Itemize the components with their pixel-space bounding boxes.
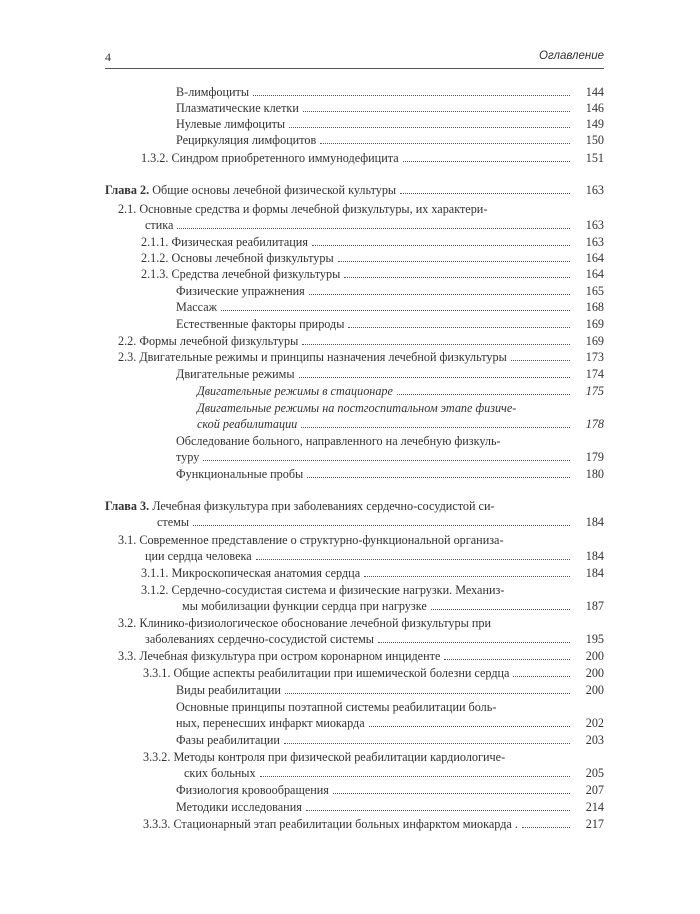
running-header (105, 48, 604, 69)
toc-entry-text: 3.3.3. Стационарный этап реабилитации больных инфарктом миокарда . (143, 817, 518, 831)
toc-entry-text: 2.2. Формы лечебной физкультуры (118, 334, 299, 348)
toc-entry-text: туру (176, 450, 200, 464)
toc-entry-text: ской реабилитации (197, 417, 298, 431)
toc-entry[interactable] (176, 283, 604, 299)
toc-page-number: 217 (585, 817, 604, 831)
toc-entry[interactable] (141, 250, 604, 266)
dot-leader (253, 95, 570, 96)
toc-page-number: 187 (585, 599, 604, 613)
toc-page-number: 205 (585, 766, 604, 780)
toc-entry-text: Естественные факторы природы (176, 317, 345, 331)
toc-entry[interactable] (176, 132, 604, 148)
toc-entry[interactable] (176, 316, 604, 332)
toc-entry[interactable] (176, 84, 604, 100)
toc-entry[interactable] (176, 466, 604, 482)
toc-page-number: 163 (585, 235, 604, 249)
toc-page-number: 184 (585, 566, 604, 580)
toc-entry[interactable] (176, 100, 604, 116)
dot-leader (431, 609, 570, 610)
toc-entry-text: Физические упражнения (176, 284, 305, 298)
toc-page-number: 169 (585, 334, 604, 348)
toc-entry[interactable] (176, 682, 604, 698)
toc-entry-text: 3.1.1. Микроскопическая анатомия сердца (141, 566, 361, 580)
toc-page-number: 179 (585, 450, 604, 464)
toc-entry-text: 1.3.2. Синдром приобретенного иммунодефицита (141, 151, 399, 165)
dot-leader (400, 193, 570, 194)
dot-leader (513, 676, 570, 677)
toc-entry-text: Плазматические клетки (176, 101, 299, 115)
dot-leader (522, 827, 570, 828)
toc-page-number: 195 (585, 632, 604, 646)
toc-page-number: 200 (585, 683, 604, 697)
dot-leader (333, 793, 570, 794)
toc-entry[interactable] (118, 201, 604, 233)
toc-page-number: 175 (585, 384, 604, 398)
dot-leader (397, 394, 570, 395)
toc-entry-text: 3.1.2. Сердечно-сосудистая система и физические нагрузки. Механиз- (141, 583, 505, 597)
toc-entry[interactable] (143, 749, 604, 781)
toc-entry-text: 3.2. Клинико-физиологическое обоснование лечебной физкультуры при (118, 616, 491, 630)
dot-leader (203, 460, 570, 461)
toc-entry-text: ских больных (184, 766, 256, 780)
toc-entry-text: Рециркуляция лимфоцитов (176, 133, 317, 147)
toc-entry[interactable] (197, 400, 604, 432)
toc-entry[interactable] (176, 299, 604, 315)
toc-entry-text: В-лимфоциты (176, 85, 250, 99)
dot-leader (307, 477, 570, 478)
toc-entry[interactable] (176, 433, 604, 465)
toc-entry[interactable] (105, 182, 604, 198)
dot-leader (221, 310, 570, 311)
toc-page-number: 202 (585, 716, 604, 730)
toc-entry[interactable] (143, 816, 604, 832)
toc-entry-text: 3.1. Современное представление о структурно-функциональной организа- (118, 533, 504, 547)
toc-entry-text: 2.1.1. Физическая реабилитация (141, 235, 308, 249)
toc-entry-text: 2.1.3. Средства лечебной физкультуры (141, 267, 341, 281)
dot-leader (378, 642, 570, 643)
toc-entry-text: 2.1. Основные средства и формы лечебной физкультуры, их характери- (118, 202, 488, 216)
dot-leader (177, 228, 570, 229)
toc-page-number: 184 (585, 515, 604, 529)
toc-entry[interactable] (118, 349, 604, 365)
toc-entry[interactable] (118, 333, 604, 349)
dot-leader (301, 427, 570, 428)
toc-entry-text: стемы (157, 515, 190, 529)
dot-leader (369, 726, 570, 727)
toc-entry-text: 2.1.2. Основы лечебной физкультуры (141, 251, 334, 265)
chapter-label: Глава 2. (105, 183, 150, 197)
toc-page-number: 207 (585, 783, 604, 797)
toc-page-number: 184 (585, 549, 604, 563)
toc-entry-text: 3.3.1. Общие аспекты реабилитации при ишемической болезни сердца (143, 666, 510, 680)
toc-page-number: 144 (585, 85, 604, 99)
toc-entry[interactable] (141, 565, 604, 581)
toc-entry[interactable] (118, 648, 604, 664)
toc-entry[interactable] (197, 383, 604, 399)
toc-entry[interactable] (141, 234, 604, 250)
toc-page-number: 174 (585, 367, 604, 381)
dot-leader (338, 261, 570, 262)
toc-entry-text: Фазы реабилитации (176, 733, 280, 747)
dot-leader (284, 743, 570, 744)
dot-leader (285, 693, 570, 694)
toc-entry-text: Виды реабилитации (176, 683, 281, 697)
toc-entry-text: Глава 2. Общие основы лечебной физической культуры (105, 183, 397, 197)
dot-leader (344, 277, 570, 278)
toc-page-number: 163 (585, 183, 604, 197)
toc-entry-text: стика (145, 218, 174, 232)
dot-leader (303, 111, 570, 112)
dot-leader (256, 559, 570, 560)
toc-entry[interactable] (118, 615, 604, 647)
toc-entry-text: Массаж (176, 300, 218, 314)
toc-page-number: 173 (585, 350, 604, 364)
dot-leader (403, 161, 570, 162)
toc-entry-text: 3.3. Лечебная физкультура при остром коронарном инциденте (118, 649, 441, 663)
toc-page-number: 163 (585, 218, 604, 232)
toc-entry[interactable] (176, 732, 604, 748)
page-number: 4 (105, 50, 111, 64)
toc-page-number: 165 (585, 284, 604, 298)
toc-page-number: 150 (585, 133, 604, 147)
toc-entry[interactable] (141, 150, 604, 166)
dot-leader (299, 377, 570, 378)
chapter-label: Глава 3. (105, 499, 150, 513)
toc-entry-text: Обследование больного, направленного на лечебную физкуль- (176, 434, 501, 448)
toc-page-number: 180 (585, 467, 604, 481)
dot-leader (309, 294, 570, 295)
toc-page-number: 151 (585, 151, 604, 165)
dot-leader (260, 776, 570, 777)
toc-page-number: 169 (585, 317, 604, 331)
toc-entry[interactable] (176, 116, 604, 132)
toc-page-number: 203 (585, 733, 604, 747)
toc-page-number: 214 (585, 800, 604, 814)
toc-entry-text: мы мобилизации функции сердца при нагрузке (182, 599, 427, 613)
toc-entry[interactable] (141, 582, 604, 614)
toc-entry-text: Двигательные режимы на постгоспитальном этапе физиче- (197, 401, 517, 415)
toc-page-number: 149 (585, 117, 604, 131)
dot-leader (306, 810, 570, 811)
toc-page-number: 178 (585, 417, 604, 431)
dot-leader (302, 344, 570, 345)
toc-entry[interactable] (141, 266, 604, 282)
dot-leader (444, 659, 570, 660)
toc-entry-text: Функциональные пробы (176, 467, 304, 481)
toc-entry-text: ных, перенесших инфаркт миокарда (176, 716, 365, 730)
toc-entry-text: 2.3. Двигательные режимы и принципы назначения лечебной физкультуры (118, 350, 507, 364)
toc-page-number: 164 (585, 251, 604, 265)
toc-entry-text: Основные принципы поэтапной системы реабилитации боль- (176, 700, 497, 714)
toc-entry[interactable] (105, 498, 604, 530)
toc-entry[interactable] (143, 665, 604, 681)
toc-entry-text: заболеваниях сердечно-сосудистой системы (145, 632, 374, 646)
toc-entry-text: Двигательные режимы (176, 367, 295, 381)
toc-entry-text: Методики исследования (176, 800, 302, 814)
toc-entry[interactable] (176, 782, 604, 798)
toc-entry[interactable] (176, 699, 604, 731)
dot-leader (511, 360, 570, 361)
dot-leader (312, 245, 570, 246)
toc-entry-text: Физиология кровообращения (176, 783, 329, 797)
toc-entry[interactable] (176, 366, 604, 382)
dot-leader (289, 127, 570, 128)
toc-entry-text: 3.3.2. Методы контроля при физической реабилитации кардиологиче- (143, 750, 506, 764)
toc-entry[interactable] (176, 799, 604, 815)
running-title: Оглавление (539, 50, 604, 62)
dot-leader (320, 143, 570, 144)
dot-leader (348, 327, 570, 328)
toc-page-number: 168 (585, 300, 604, 314)
toc-entry-text: Нулевые лимфоциты (176, 117, 286, 131)
dot-leader (193, 525, 570, 526)
toc-entry-text: Глава 3. Лечебная физкультура при заболеваниях сердечно-сосудистой си- (105, 499, 495, 513)
toc-entry-text: Двигательные режимы в стационаре (197, 384, 393, 398)
toc-page-number: 164 (585, 267, 604, 281)
toc-page-number: 200 (585, 666, 604, 680)
toc-page-number: 200 (585, 649, 604, 663)
toc-page-number: 146 (585, 101, 604, 115)
toc-entry[interactable] (118, 532, 604, 564)
dot-leader (364, 576, 570, 577)
toc-entry-text: ции сердца человека (145, 549, 252, 563)
